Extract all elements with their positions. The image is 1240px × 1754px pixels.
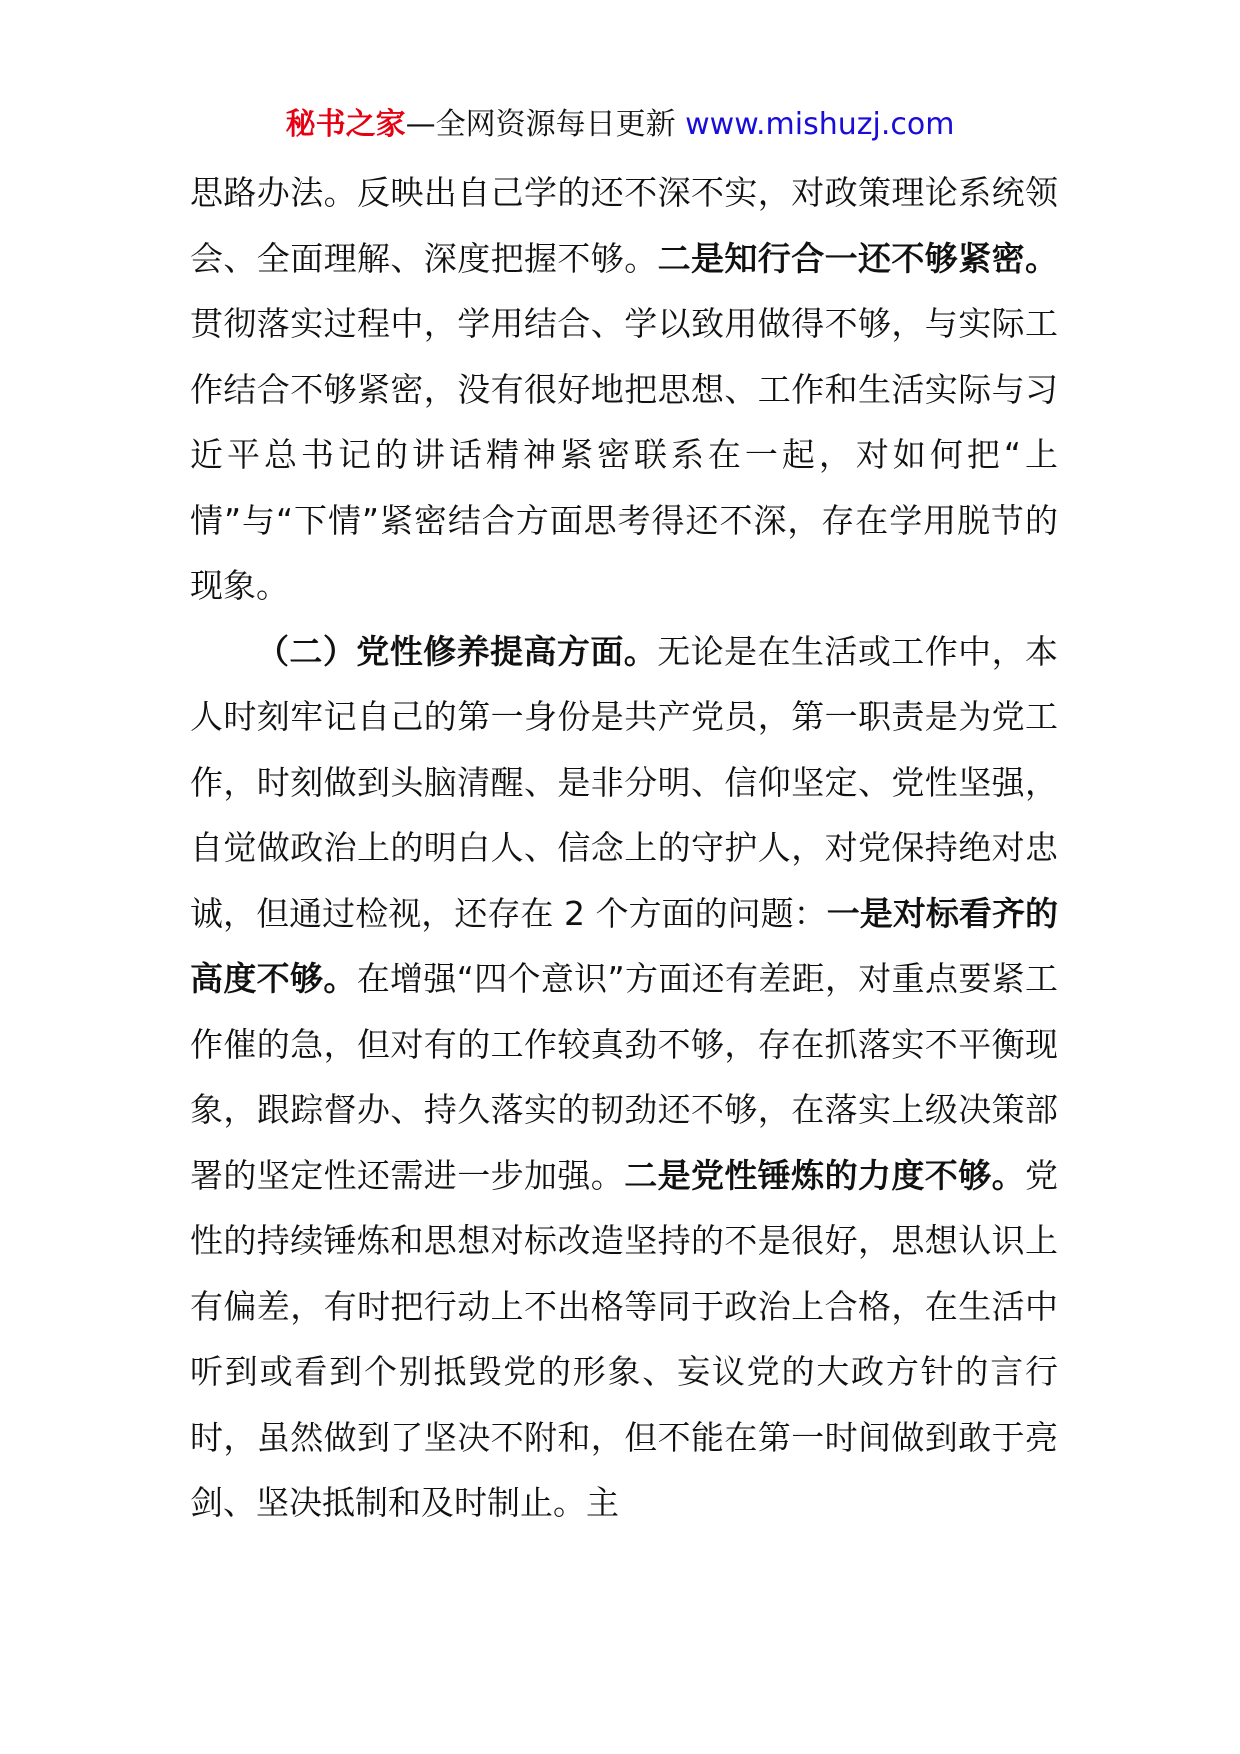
- page-header: [0, 100, 1240, 150]
- site-url-link[interactable]: www.mishuzj.com: [685, 107, 955, 142]
- paragraph-study: [190, 160, 1058, 619]
- bold-point: 一是对标看齐的高度不够。: [190, 893, 1058, 998]
- bold-point: 二是党性锤炼的力度不够。: [624, 1155, 1026, 1195]
- paragraph-text: 贯彻落实过程中，学用结合、学以致用做得不够，与实际工作结合不够紧密，没有很好地把思想、工作和生活实际与习近平总书记的讲话精神紧密联系在一起，对如何把“上情”与“下情”紧密结合方面思考得还不深，存在学用脱节的现象。: [190, 304, 1058, 605]
- header-tagline: —全网资源每日更新: [405, 107, 686, 142]
- section-heading: （二）党性修养提高方面。: [256, 631, 658, 671]
- paragraph-text: 党性的持续锤炼和思想对标改造坚持的不是很好，思想认识上有偏差，有时把行动上不出格等同于政治上合格，在生活中听到或看到个别抵毁党的形象、妄议党的大政方针的言行时，虽然做到了坚决不附和，但不能在第一时间做到敢于亮剑、坚决抵制和及时制止。主: [190, 1155, 1059, 1522]
- paragraph-party-spirit: [190, 619, 1058, 1536]
- document-body: [190, 160, 1058, 1536]
- bold-point: 二是知行合一还不够紧密。: [657, 238, 1059, 278]
- paragraph-text: 无论是在生活或工作中，本人时刻牢记自己的第一身份是共产党员，第一职责是为党工作，时刻做到头脑清醒、是非分明、信仰坚定、党性坚强，自觉做政治上的明白人、信念上的守护人，对党保持绝对忠诚，但通过检视，还存在 2 个方面的问题：: [190, 631, 1059, 933]
- brand-name: 秘书之家: [285, 107, 406, 142]
- paragraph-text: 在增强“四个意识”方面还有差距，对重点要紧工作催的急，但对有的工作较真劲不够，存在抓落实不平衡现象，跟踪督办、持久落实的韧劲还不够，在落实上级决策部署的坚定性还需进一步加强。: [190, 959, 1059, 1195]
- paragraph-text: 思路办法。反映出自己学的还不深不实，对政策理论系统领会、全面理解、深度把握不够。: [190, 173, 1058, 278]
